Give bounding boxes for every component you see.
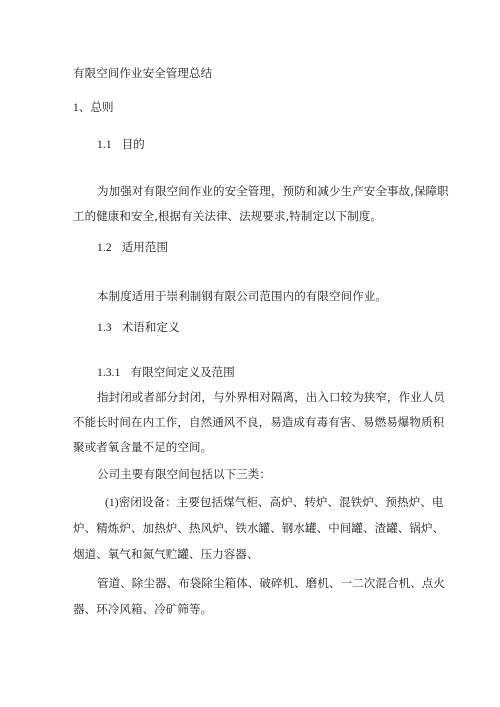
purpose-paragraph-line-1: 为加强对有限空间作业的安全管理，预防和减少生产安全事故,保障职: [97, 184, 449, 198]
category-text: 密闭设备：主要包括煤气柜、高炉、转炉、混铁炉、预热炉、电: [118, 495, 444, 509]
subsection-number: 1.3: [97, 322, 112, 334]
scope-paragraph: 本制度适用于崇利制钢有限公司范围内的有限空间作业。: [97, 289, 387, 303]
categories-intro: 公司主要有限空间包括以下三类：: [97, 467, 271, 481]
subsection-1-1-heading: [97, 137, 145, 152]
subsection-title: 有限空间定义及范围: [130, 365, 235, 379]
definition-paragraph-line-1: 指封闭或者部分封闭，与外界相对隔离，出入口较为狭窄，作业人员: [97, 390, 445, 404]
subsection-number: 1.2: [97, 242, 112, 254]
subsection-number: 1.3.1: [97, 367, 121, 379]
category-1-line-3: 烟道、氧气和氮气贮罐、压力容器、: [73, 547, 259, 561]
subsection-number: 1.1: [97, 139, 112, 151]
subsection-1-3-1-heading: [97, 365, 235, 380]
category-1-cont-line-2: 器、环冷风箱、冷矿筛等。: [73, 602, 213, 616]
section-1-heading: [73, 100, 114, 115]
section-number: 1、: [73, 102, 91, 114]
section-title: 总则: [90, 100, 114, 114]
subsection-title: 术语和定义: [121, 320, 180, 334]
subsection-title: 目的: [121, 137, 145, 151]
document-title: 有限空间作业安全管理总结: [73, 66, 213, 80]
category-1-line-2: 炉、精炼炉、加热炉、热风炉、铁水罐、钢水罐、中间罐、渣罐、锅炉、: [73, 521, 445, 535]
subsection-1-3-heading: [97, 320, 180, 335]
definition-paragraph-line-3: 聚或者氧含量不足的空间。: [73, 440, 213, 454]
category-1-line-1: [105, 495, 444, 510]
category-number: (1): [105, 497, 119, 509]
category-1-cont-line-1: 管道、除尘器、布袋除尘箱体、破碎机、磨机、一二次混合机、点火: [97, 576, 445, 590]
subsection-1-2-heading: [97, 240, 168, 255]
subsection-title: 适用范围: [121, 240, 169, 254]
definition-paragraph-line-2: 不能长时间在内工作，自然通风不良，易造成有毒有害、易燃易爆物质积: [73, 415, 445, 429]
purpose-paragraph-line-2: 工的健康和安全,根据有关法律、法规要求,特制定以下制度。: [73, 209, 383, 223]
